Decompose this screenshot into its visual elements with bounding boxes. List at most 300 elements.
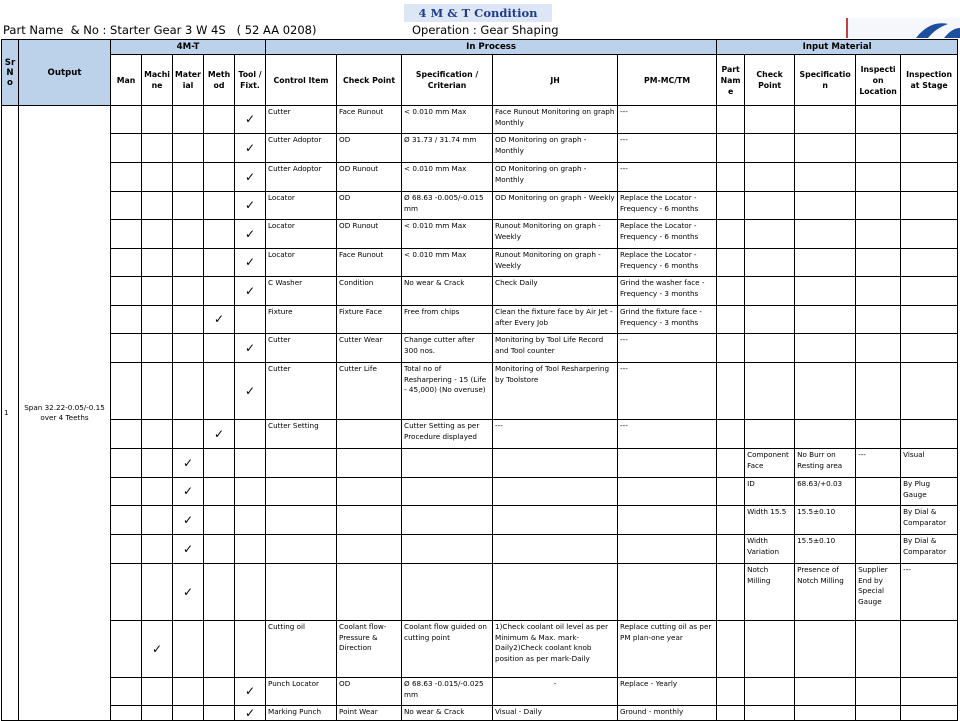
specification-cell: Ø 68.63 -0.015/-0.025 mm <box>402 678 493 706</box>
inspection-stage-cell <box>901 678 958 706</box>
machine-cell <box>142 506 173 535</box>
im-specification-cell <box>795 706 856 721</box>
im-check-point-cell <box>745 678 795 706</box>
material-cell <box>173 306 204 334</box>
inspection-location-cell <box>856 106 901 134</box>
col-im-specification: Specification <box>795 55 856 106</box>
control-item-cell: Cutter Setting <box>266 420 337 449</box>
material-cell <box>173 478 204 506</box>
im-check-point-cell <box>745 163 795 192</box>
material-cell <box>173 363 204 420</box>
specification-cell: Change cutter after 300 nos. <box>402 334 493 363</box>
checkmark-icon: ✓ <box>244 340 256 355</box>
table-row <box>2 621 958 678</box>
im-specification-cell <box>795 363 856 420</box>
col-tool-fixt: Tool / Fixt. <box>235 55 266 106</box>
check-point-cell: OD <box>337 192 402 220</box>
method-cell <box>204 535 235 564</box>
pm-cell: Replace - Yearly <box>618 678 717 706</box>
part-name-cell <box>717 220 745 249</box>
control-item-cell: Locator <box>266 220 337 249</box>
method-cell <box>204 506 235 535</box>
control-table <box>1 39 958 721</box>
material-cell <box>173 334 204 363</box>
inspection-location-cell <box>856 249 901 277</box>
material-cell <box>173 192 204 220</box>
man-cell <box>111 478 142 506</box>
im-specification-cell <box>795 277 856 306</box>
tool-cell <box>235 678 266 706</box>
control-item-cell: Cutter <box>266 363 337 420</box>
control-item-cell: Punch Locator <box>266 678 337 706</box>
control-item-cell <box>266 506 337 535</box>
inspection-stage-cell <box>901 134 958 163</box>
im-check-point-cell: Notch Milling <box>745 564 795 621</box>
machine-cell <box>142 277 173 306</box>
tool-cell <box>235 334 266 363</box>
jh-cell <box>493 506 618 535</box>
im-specification-cell <box>795 220 856 249</box>
part-name-cell <box>717 163 745 192</box>
pm-cell: Grind the washer face - Frequency - 3 months <box>618 277 717 306</box>
im-specification-cell <box>795 420 856 449</box>
im-check-point-cell <box>745 621 795 678</box>
table-row <box>2 306 958 334</box>
inspection-stage-cell <box>901 706 958 721</box>
checkmark-icon: ✓ <box>244 169 256 184</box>
im-specification-cell: No Burr on Resting area <box>795 449 856 478</box>
checkmark-icon: ✓ <box>244 112 256 127</box>
machine-cell <box>142 363 173 420</box>
inspection-location-cell <box>856 192 901 220</box>
table-row <box>2 678 958 706</box>
im-specification-cell <box>795 134 856 163</box>
jh-cell: Face Runout Monitoring on graph Monthly <box>493 106 618 134</box>
checkmark-icon: ✓ <box>213 426 225 441</box>
im-check-point-cell <box>745 106 795 134</box>
sr-no-cell: 1 <box>2 106 19 721</box>
im-specification-cell <box>795 106 856 134</box>
jh-cell: Check Daily <box>493 277 618 306</box>
inspection-stage-cell: By Plug Gauge <box>901 478 958 506</box>
inspection-location-cell <box>856 420 901 449</box>
jh-cell: Clean the fixture face by Air Jet - after Every Job <box>493 306 618 334</box>
specification-cell <box>402 506 493 535</box>
control-item-cell: Cutter Adoptor <box>266 134 337 163</box>
im-check-point-cell <box>745 306 795 334</box>
company-logo-icon <box>846 18 960 38</box>
part-name-cell <box>717 420 745 449</box>
machine-cell <box>142 192 173 220</box>
man-cell <box>111 106 142 134</box>
pm-cell <box>618 535 717 564</box>
method-cell <box>204 449 235 478</box>
inspection-location-cell <box>856 678 901 706</box>
group-input-material: Input Material <box>717 40 958 55</box>
check-point-cell: Face Runout <box>337 106 402 134</box>
inspection-location-cell: --- <box>856 449 901 478</box>
machine-cell <box>142 535 173 564</box>
material-cell <box>173 277 204 306</box>
table-row <box>2 478 958 506</box>
im-check-point-cell: Width 15.5 <box>745 506 795 535</box>
checkmark-icon: ✓ <box>182 584 194 599</box>
part-name-cell <box>717 678 745 706</box>
jh-cell: OD Monitoring on graph - Monthly <box>493 134 618 163</box>
part-name-cell <box>717 449 745 478</box>
inspection-location-cell <box>856 506 901 535</box>
method-cell <box>204 706 235 721</box>
check-point-cell: Coolant flow-Pressure & Direction <box>337 621 402 678</box>
jh-cell <box>493 478 618 506</box>
pm-cell: --- <box>618 134 717 163</box>
pm-cell: Replace cutting oil as per PM plan-one year <box>618 621 717 678</box>
tool-cell <box>235 449 266 478</box>
specification-cell: Total no of Resharpering - 15 (Life - 45,000) (No overuse) <box>402 363 493 420</box>
pm-cell: Replace the Locator - Frequency - 6 months <box>618 192 717 220</box>
im-specification-cell: 68.63/+0.03 <box>795 478 856 506</box>
inspection-location-cell <box>856 220 901 249</box>
table-row <box>2 420 958 449</box>
operation-line: Operation : Gear Shaping <box>412 23 559 37</box>
tool-cell <box>235 478 266 506</box>
im-specification-cell <box>795 334 856 363</box>
checkmark-icon: ✓ <box>244 255 256 270</box>
tool-cell <box>235 420 266 449</box>
inspection-stage-cell <box>901 277 958 306</box>
method-cell <box>204 621 235 678</box>
pm-cell: --- <box>618 420 717 449</box>
specification-cell <box>402 478 493 506</box>
tool-cell <box>235 363 266 420</box>
checkmark-icon: ✓ <box>244 705 256 720</box>
man-cell <box>111 706 142 721</box>
table-row <box>2 363 958 420</box>
check-point-cell <box>337 449 402 478</box>
inspection-stage-cell <box>901 334 958 363</box>
control-item-cell: Cutting oil <box>266 621 337 678</box>
part-name-cell <box>717 277 745 306</box>
table-row <box>2 506 958 535</box>
check-point-cell <box>337 535 402 564</box>
tool-cell <box>235 134 266 163</box>
method-cell <box>204 220 235 249</box>
machine-cell <box>142 220 173 249</box>
tool-cell <box>235 621 266 678</box>
tool-cell <box>235 192 266 220</box>
im-specification-cell <box>795 678 856 706</box>
document-title: 4 M & T Condition <box>404 4 552 22</box>
pm-cell: --- <box>618 363 717 420</box>
im-check-point-cell <box>745 420 795 449</box>
pm-cell: Replace the Locator - Frequency - 6 months <box>618 249 717 277</box>
im-specification-cell <box>795 306 856 334</box>
method-cell <box>204 363 235 420</box>
man-cell <box>111 363 142 420</box>
check-point-cell: Face Runout <box>337 249 402 277</box>
table-row <box>2 134 958 163</box>
inspection-location-cell <box>856 621 901 678</box>
control-item-cell: Cutter Adoptor <box>266 163 337 192</box>
jh-cell <box>493 535 618 564</box>
col-man: Man <box>111 55 142 106</box>
specification-cell: No wear & Crack <box>402 277 493 306</box>
im-check-point-cell <box>745 220 795 249</box>
im-check-point-cell: Component Face <box>745 449 795 478</box>
part-name-cell <box>717 106 745 134</box>
pm-cell: Grind the fixture face - Frequency - 3 months <box>618 306 717 334</box>
im-specification-cell <box>795 163 856 192</box>
control-item-cell: Cutter <box>266 334 337 363</box>
man-cell <box>111 163 142 192</box>
inspection-stage-cell <box>901 363 958 420</box>
specification-cell: Coolant flow guided on cutting point <box>402 621 493 678</box>
inspection-stage-cell <box>901 220 958 249</box>
man-cell <box>111 420 142 449</box>
man-cell <box>111 564 142 621</box>
part-name-cell <box>717 564 745 621</box>
table-row <box>2 220 958 249</box>
inspection-location-cell <box>856 163 901 192</box>
man-cell <box>111 506 142 535</box>
method-cell <box>204 192 235 220</box>
machine-cell <box>142 134 173 163</box>
machine-cell <box>142 678 173 706</box>
jh-cell: 1)Check coolant oil level as per Minimum & Max. mark- Daily2)Check coolant knob position as per mark-Daily <box>493 621 618 678</box>
machine-cell <box>142 249 173 277</box>
col-control-item: Control Item <box>266 55 337 106</box>
machine-cell <box>142 564 173 621</box>
man-cell <box>111 334 142 363</box>
check-point-cell: OD Runout <box>337 163 402 192</box>
inspection-location-cell <box>856 306 901 334</box>
table-row <box>2 163 958 192</box>
specification-cell: < 0.010 mm Max <box>402 163 493 192</box>
check-point-cell: Point Wear <box>337 706 402 721</box>
table-row <box>2 564 958 621</box>
pm-cell <box>618 564 717 621</box>
method-cell <box>204 334 235 363</box>
jh-cell: Monitoring of Tool Resharpering by Toolstore <box>493 363 618 420</box>
method-cell <box>204 678 235 706</box>
material-cell <box>173 134 204 163</box>
im-specification-cell: 15.5±0.10 <box>795 535 856 564</box>
tool-cell <box>235 249 266 277</box>
inspection-location-cell <box>856 478 901 506</box>
checkmark-icon: ✓ <box>182 512 194 527</box>
machine-cell <box>142 106 173 134</box>
im-specification-cell <box>795 192 856 220</box>
material-cell <box>173 449 204 478</box>
part-name-cell <box>717 478 745 506</box>
man-cell <box>111 277 142 306</box>
output-cell: Span 32.22-0.05/-0.15 over 4 Teeths <box>19 106 111 721</box>
check-point-cell: OD Runout <box>337 220 402 249</box>
im-check-point-cell: ID <box>745 478 795 506</box>
table-row <box>2 535 958 564</box>
logo-bar <box>846 18 960 38</box>
tool-cell <box>235 535 266 564</box>
inspection-stage-cell <box>901 106 958 134</box>
part-name-cell <box>717 192 745 220</box>
inspection-location-cell <box>856 363 901 420</box>
table-row <box>2 334 958 363</box>
jh-cell: Monitoring by Tool Life Record and Tool counter <box>493 334 618 363</box>
jh-cell: Runout Monitoring on graph - Weekly <box>493 220 618 249</box>
material-cell <box>173 564 204 621</box>
col-im-check-point: Check Point <box>745 55 795 106</box>
jh-cell: - <box>493 678 618 706</box>
checkmark-icon: ✓ <box>244 140 256 155</box>
inspection-stage-cell <box>901 621 958 678</box>
check-point-cell <box>337 478 402 506</box>
tool-cell <box>235 220 266 249</box>
checkmark-icon: ✓ <box>182 455 194 470</box>
inspection-stage-cell: By Dial & Comparator <box>901 535 958 564</box>
col-output: Output <box>19 40 111 106</box>
group-in-process: In Process <box>266 40 717 55</box>
table-row <box>2 277 958 306</box>
table-row <box>2 449 958 478</box>
tool-cell <box>235 277 266 306</box>
im-specification-cell <box>795 621 856 678</box>
machine-cell <box>142 449 173 478</box>
inspection-stage-cell <box>901 192 958 220</box>
material-cell <box>173 249 204 277</box>
inspection-location-cell <box>856 134 901 163</box>
part-name-cell <box>717 535 745 564</box>
machine-cell <box>142 334 173 363</box>
method-cell <box>204 478 235 506</box>
control-item-cell <box>266 449 337 478</box>
inspection-stage-cell: --- <box>901 564 958 621</box>
part-name-cell <box>717 506 745 535</box>
pm-cell: --- <box>618 334 717 363</box>
material-cell <box>173 420 204 449</box>
im-specification-cell <box>795 249 856 277</box>
machine-cell <box>142 621 173 678</box>
jh-cell: OD Monitoring on graph - Monthly <box>493 163 618 192</box>
im-check-point-cell <box>745 277 795 306</box>
specification-cell: Ø 31.73 / 31.74 mm <box>402 134 493 163</box>
im-check-point-cell <box>745 334 795 363</box>
material-cell <box>173 678 204 706</box>
checkmark-icon: ✓ <box>244 226 256 241</box>
man-cell <box>111 449 142 478</box>
machine-cell <box>142 163 173 192</box>
machine-cell <box>142 420 173 449</box>
specification-cell: Ø 68.63 -0.005/-0.015 mm <box>402 192 493 220</box>
inspection-location-cell: Supplier End by Special Gauge <box>856 564 901 621</box>
method-cell <box>204 106 235 134</box>
pm-cell <box>618 478 717 506</box>
tool-cell <box>235 106 266 134</box>
control-item-cell: Marking Punch <box>266 706 337 721</box>
inspection-location-cell <box>856 277 901 306</box>
man-cell <box>111 249 142 277</box>
specification-cell: Cutter Setting as per Procedure displayed <box>402 420 493 449</box>
tool-cell <box>235 163 266 192</box>
checkmark-icon: ✓ <box>151 641 163 656</box>
specification-cell <box>402 564 493 621</box>
col-material: Material <box>173 55 204 106</box>
jh-cell <box>493 564 618 621</box>
check-point-cell: Cutter Wear <box>337 334 402 363</box>
check-point-cell <box>337 506 402 535</box>
man-cell <box>111 134 142 163</box>
material-cell <box>173 621 204 678</box>
pm-cell <box>618 506 717 535</box>
control-item-cell <box>266 478 337 506</box>
man-cell <box>111 192 142 220</box>
col-machine: Machine <box>142 55 173 106</box>
method-cell <box>204 163 235 192</box>
check-point-cell: OD <box>337 134 402 163</box>
group-4mt: 4M-T <box>111 40 266 55</box>
im-specification-cell: 15.5±0.10 <box>795 506 856 535</box>
man-cell <box>111 306 142 334</box>
material-cell <box>173 106 204 134</box>
machine-cell <box>142 306 173 334</box>
specification-cell <box>402 449 493 478</box>
im-check-point-cell <box>745 134 795 163</box>
control-item-cell: Fixture <box>266 306 337 334</box>
control-item-cell <box>266 564 337 621</box>
method-cell <box>204 306 235 334</box>
check-point-cell: Cutter Life <box>337 363 402 420</box>
table-row <box>2 706 958 721</box>
checkmark-icon: ✓ <box>244 198 256 213</box>
pm-cell: Replace the Locator - Frequency - 6 months <box>618 220 717 249</box>
checkmark-icon: ✓ <box>244 684 256 699</box>
check-point-cell <box>337 420 402 449</box>
checkmark-icon: ✓ <box>244 283 256 298</box>
man-cell <box>111 535 142 564</box>
im-check-point-cell <box>745 363 795 420</box>
check-point-cell <box>337 564 402 621</box>
inspection-stage-cell: Visual <box>901 449 958 478</box>
specification-cell <box>402 535 493 564</box>
inspection-stage-cell <box>901 163 958 192</box>
tool-cell <box>235 706 266 721</box>
im-check-point-cell <box>745 249 795 277</box>
im-specification-cell: Presence of Notch Milling <box>795 564 856 621</box>
part-name-cell <box>717 363 745 420</box>
check-point-cell: Fixture Face <box>337 306 402 334</box>
inspection-location-cell <box>856 535 901 564</box>
col-pm-mc-tm: PM-MC/TM <box>618 55 717 106</box>
inspection-stage-cell: By Dial & Comparator <box>901 506 958 535</box>
pm-cell: --- <box>618 106 717 134</box>
specification-cell: < 0.010 mm Max <box>402 106 493 134</box>
checkmark-icon: ✓ <box>213 312 225 327</box>
col-inspection-stage: Inspection at Stage <box>901 55 958 106</box>
control-item-cell: Cutter <box>266 106 337 134</box>
jh-cell: Runout Monitoring on graph - Weekly <box>493 249 618 277</box>
machine-cell <box>142 478 173 506</box>
specification-cell: No wear & Crack <box>402 706 493 721</box>
im-check-point-cell <box>745 706 795 721</box>
pm-cell: Ground - monthly <box>618 706 717 721</box>
jh-cell <box>493 449 618 478</box>
man-cell <box>111 220 142 249</box>
checkmark-icon: ✓ <box>182 484 194 499</box>
part-name-cell <box>717 706 745 721</box>
material-cell <box>173 220 204 249</box>
control-item-cell <box>266 535 337 564</box>
jh-cell: OD Monitoring on graph - Weekly <box>493 192 618 220</box>
part-name-cell <box>717 306 745 334</box>
